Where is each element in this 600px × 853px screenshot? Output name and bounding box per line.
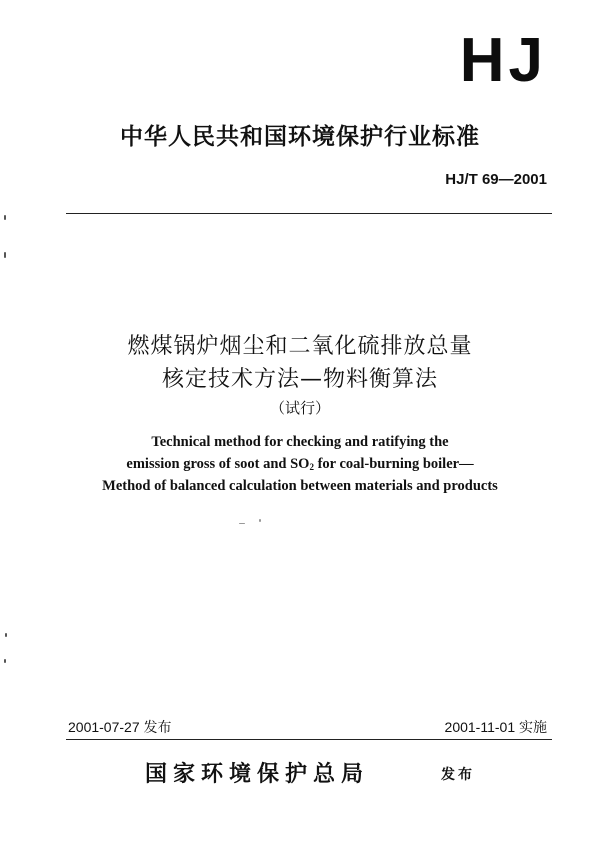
scan-speck [5,633,7,637]
issue-action: 发布 [441,767,475,783]
bottom-divider [66,739,552,740]
title-cn-line1: 燃煤锅炉烟尘和二氧化硫排放总量 [127,334,473,359]
title-en-line2-part1: emission gross of soot and SO [126,456,310,472]
top-divider [66,213,552,214]
title-en-subscript: 2 [309,462,314,472]
scan-speck [259,519,261,522]
title-en-line2-part2: for coal-burning boiler— [313,456,474,472]
scan-speck [239,523,245,524]
standard-category-title: 中华人民共和国环境保护行业标准 [120,124,480,150]
scan-speck [4,252,6,258]
effective-date: 2001-11-01 实施 [444,719,547,735]
standard-number: HJ/T 69—2001 [445,171,547,188]
scan-speck [4,215,6,220]
title-en-line1: Technical method for checking and ratifying the [151,434,449,450]
title-cn-line2: 核定技术方法—物料衡算法 [161,367,438,392]
title-en-line2 [0,456,600,473]
issue-date: 2001-07-27 发布 [68,719,172,735]
hj-logo: HJ [459,26,547,95]
title-en-line3: Method of balanced calculation between materials and products [102,478,498,494]
scan-speck [4,659,6,663]
trial-label: （试行） [269,399,330,417]
issuing-authority: 国家环境保护总局 [145,761,370,787]
